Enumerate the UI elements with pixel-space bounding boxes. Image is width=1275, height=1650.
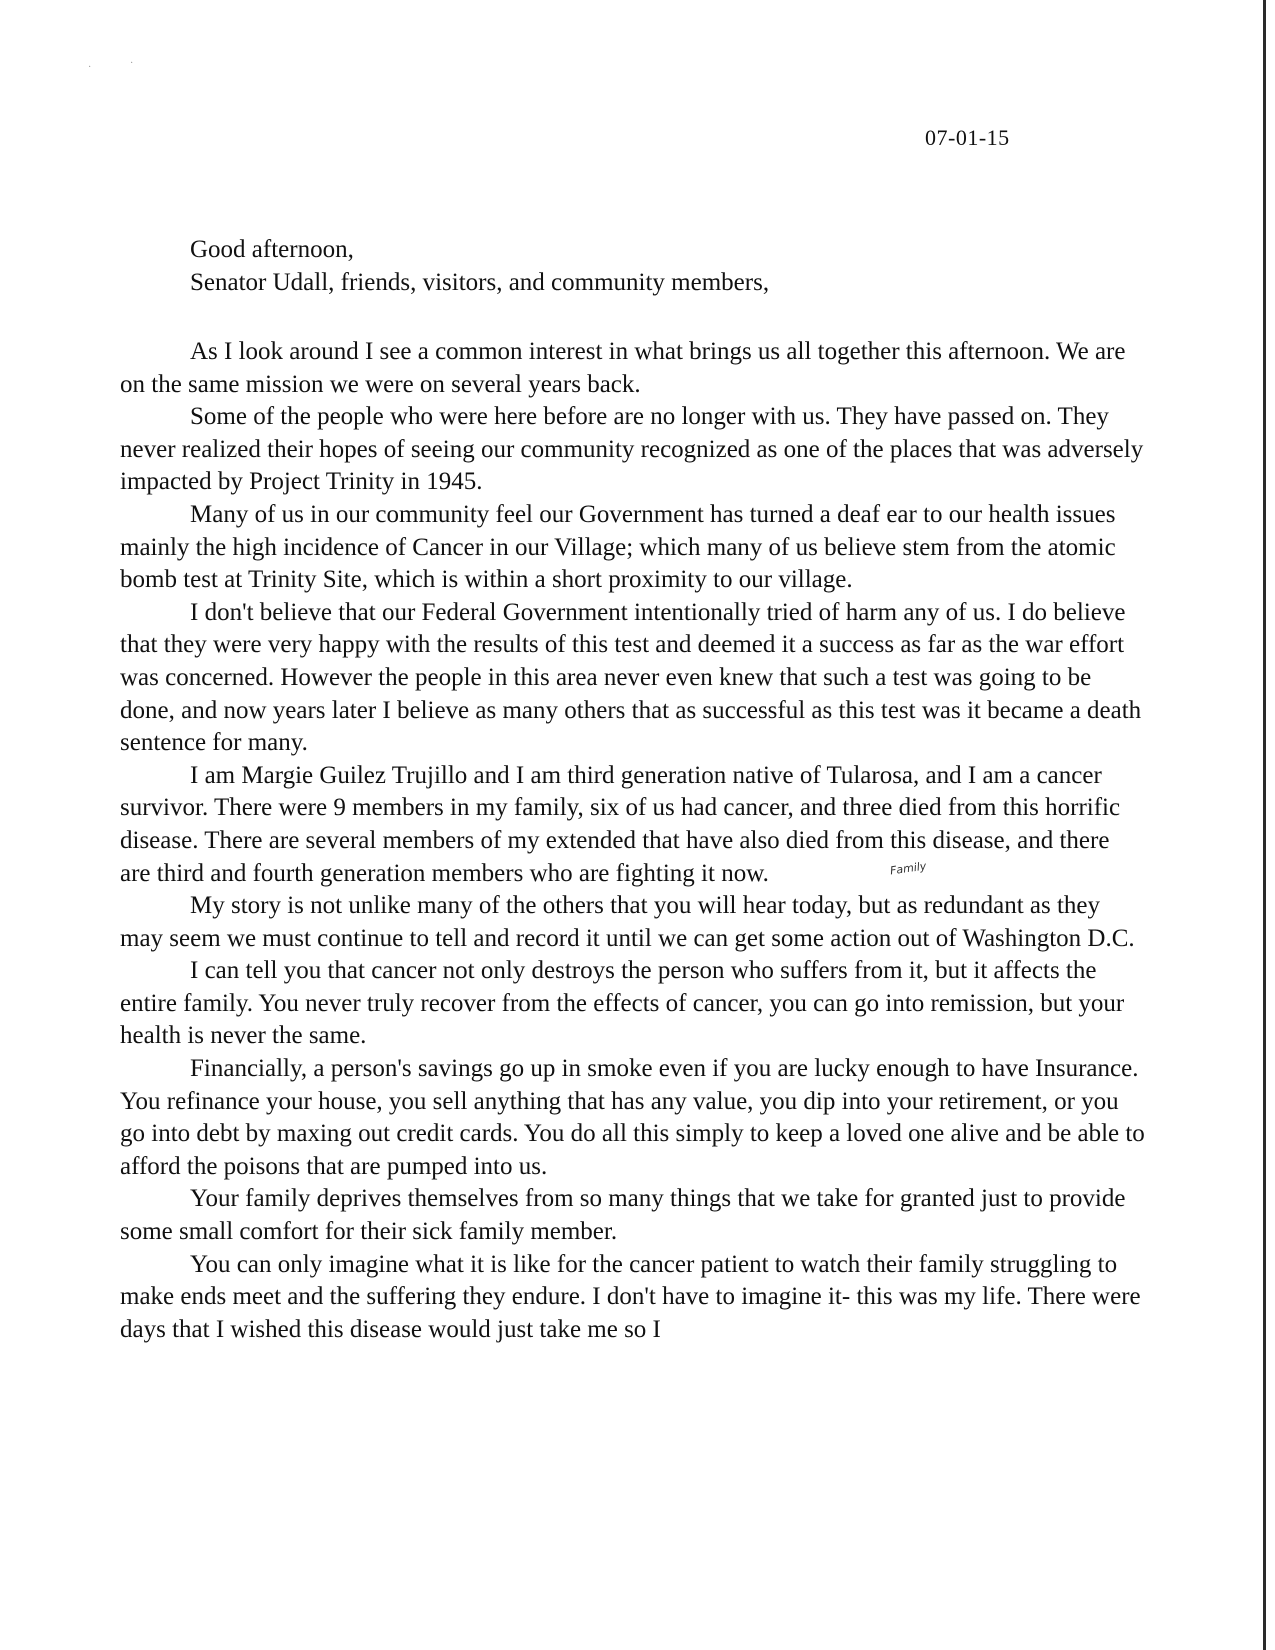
document-date: 07-01-15 [925,125,1010,150]
paragraph: You can only imagine what it is like for the cancer patient to watch their family struggling to make ends meet and the suffering they endure. I don't have to imagine it- this was my life. There were days that I wished this disease would just take me so I [120,1250,1141,1343]
paragraph: As I look around I see a common interest in what brings us all together this afternoon. We are on the same mission we were on several years back. [120,338,1126,398]
salutation [190,233,769,299]
paragraph: My story is not unlike many of the others that you will hear today, but as redundant as they may seem we must continue to tell and record it until we can get some action out of Washington D.C. [120,892,1135,952]
paragraph: I don't believe that our Federal Government intentionally tried of harm any of us. I do believe that they were very happy with the results of this test and deemed it a success as far as the war effort was concerned. However the people in this area never even knew that such a test was going to be done, and now years later I believe as many others that as successful as this test was it became a death sentence for many. [120,598,1142,757]
scan-speck: · [88,62,92,73]
paragraph: Financially, a person's savings go up in smoke even if you are lucky enough to have Insurance. You refinance your house, you sell anything that has any value, you dip into your retirement, or you go into debt by maxing out credit cards. You do all this simply to keep a loved one alive and be able to afford the poisons that are pumped into us. [120,1055,1145,1180]
addressees: Senator Udall, friends, visitors, and community members, [190,269,770,296]
handwritten-insertion: Family [889,859,928,878]
greeting: Good afternoon, [190,236,354,263]
paragraph: Many of us in our community feel our Government has turned a deaf ear to our health issues mainly the high incidence of Cancer in our Village; which many of us believe stem from the atomic bomb test at Trinity Site, which is within a short proximity to our village. [120,500,1116,594]
letter-body [120,336,1145,1346]
paragraph: I can tell you that cancer not only destroys the person who suffers from it, but it affects the entire family. You never truly recover from the effects of cancer, you can go into remission, but your health is never the same. [120,957,1125,1050]
paragraph: Some of the people who were here before are no longer with us. They have passed on. They never realized their hopes of seeing our community recognized as one of the places that was adversely impacted by Project Trinity in 1945. [120,403,1144,496]
paragraph: Your family deprives themselves from so many things that we take for granted just to provide some small comfort for their sick family member. [120,1185,1126,1246]
scan-edge-line [1263,0,1266,1650]
scan-speck: · [130,58,134,69]
paragraph: I am Margie Guilez Trujillo and I am third generation native of Tularosa, and I am a cancer survivor. There were 9 members in my family, six of us had cancer, and three died from this horrific disease. There are several members of my extended that have also died from this disease, and there are third and fourth generation members who are fighting it now. [120,761,1121,887]
